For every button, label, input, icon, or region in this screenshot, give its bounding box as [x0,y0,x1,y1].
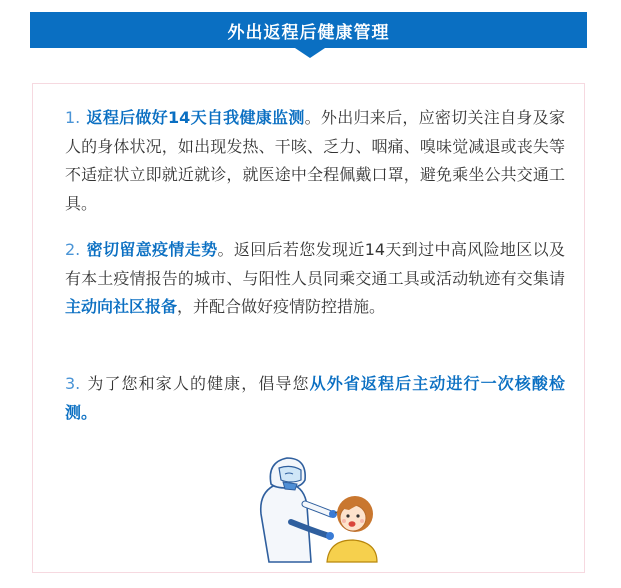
item-number: 3. [65,374,81,393]
nucleic-acid-test-illustration-icon [231,444,381,564]
item-text: 。返回后若您发现近14天到过中高风险地区以及有本土疫情报告的城市、与阳性人员同乘交通工具或活动轨迹有交集请 [65,240,565,288]
item-text: 。外出归来后，应密切关注自身及家人的身体状况，如出现发热、干咳、乏力、咽痛、嗅味觉减退或丧失等不适症状立即就近就诊，就医途中全程佩戴口罩，避免乘坐公共交通工具。 [65,108,565,213]
item-text: 为了您和家人的健康，倡导您 [86,374,310,393]
banner-title: 外出返程后健康管理 [227,22,390,43]
list-item [65,370,565,427]
content-card [32,83,585,573]
banner-arrow-icon [295,48,325,58]
item-highlight: 密切留意疫情走势 [86,240,218,259]
list-item [65,236,565,322]
list-item [65,104,565,218]
item-number: 1. [65,108,81,127]
item-highlight: 返程后做好14天自我健康监测 [86,108,305,127]
item-highlight: 从外省返程后主动进行一次核酸检测。 [65,374,565,422]
item-highlight-report: 主动向社区报备 [65,297,178,316]
item-number: 2. [65,240,81,259]
section-title-banner [30,12,587,48]
item-text-end: ，并配合做好疫情防控措施。 [177,297,386,316]
